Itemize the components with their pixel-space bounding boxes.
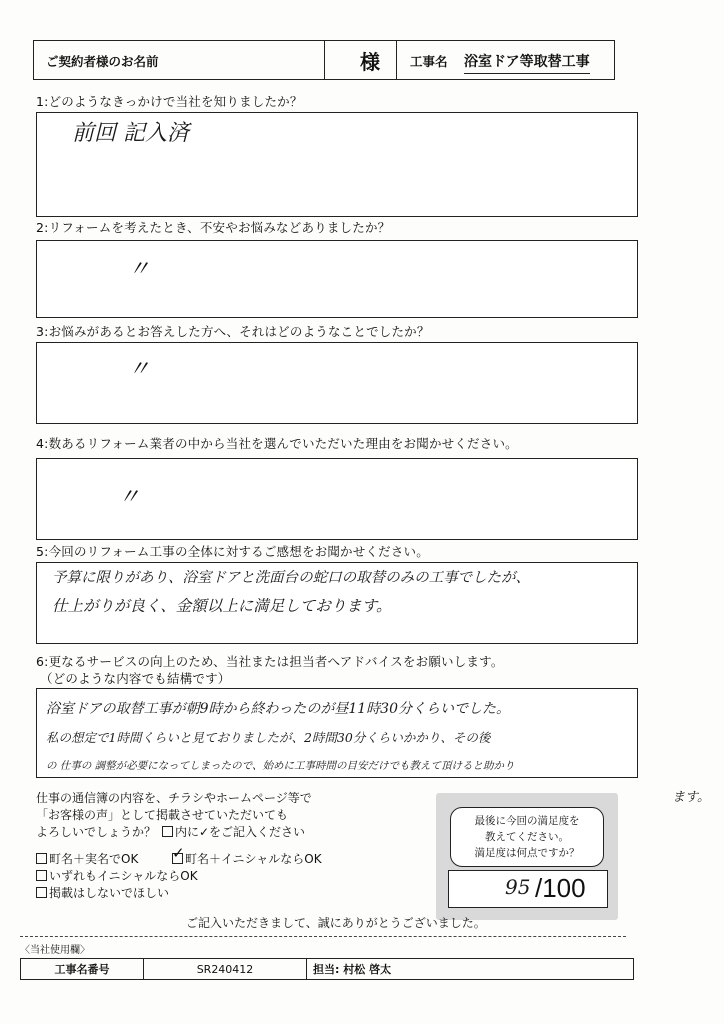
satisfaction-prompt: [450, 807, 604, 867]
thanks-message: ご記入いただきまして、誠にありがとうございました。: [186, 916, 486, 930]
question-6: 6:更なるサービスの向上のため、当社または担当者へアドバイスをお願いします。: [36, 654, 504, 669]
koji-name: 浴室ドア等取替工事: [464, 51, 590, 74]
option-3-checkbox[interactable]: [36, 870, 47, 881]
question-3: 3:お悩みがあるとお答えした方へ、それはどのようなことでしたか？: [36, 324, 430, 339]
satisfaction-line-1: 最後に今回の満足度を: [474, 815, 580, 827]
question-1: 1:どのようなきっかけで当社を知りましたか？: [36, 94, 303, 109]
consent-instruction: [162, 823, 305, 840]
answer-5-line-1: 予算に限りがあり、浴室ドアと洗面台の蛇口の取替のみの工事でしたが、: [52, 570, 531, 586]
tanto-cell: [307, 959, 634, 980]
answer-6-line-4: ます。: [672, 790, 710, 805]
satisfaction-max: /100: [535, 873, 586, 903]
sama-label: 様: [360, 50, 380, 74]
answer-box-2: [36, 240, 638, 318]
option-4-label: 掲載はしないでほしい: [49, 886, 170, 900]
answer-2-ditto: 〃: [128, 257, 151, 282]
header-divider: [324, 41, 325, 79]
koji-number-label: 工事名番号: [21, 959, 144, 980]
option-2[interactable]: [172, 844, 322, 867]
answer-4-ditto: 〃: [118, 485, 141, 510]
option-1-checkbox[interactable]: [36, 853, 47, 864]
satisfaction-panel: [436, 793, 618, 920]
option-1[interactable]: [36, 850, 138, 867]
question-2: 2:リフォームを考えたとき、不安やお悩みなどありましたか？: [36, 220, 391, 235]
koji-number-value: SR240412: [144, 959, 307, 980]
satisfaction-score: 95: [505, 875, 531, 899]
header-box: [33, 40, 615, 80]
answer-3-ditto: 〃: [128, 357, 151, 382]
satisfaction-score-box[interactable]: [448, 870, 608, 908]
satisfaction-line-2: 教えてください。: [485, 831, 569, 843]
question-5: 5:今回のリフォーム工事の全体に対するご感想をお聞かせください。: [36, 544, 429, 559]
customer-name-label: ご契約者様のお名前: [46, 54, 159, 69]
option-2-label: 町名＋イニシャルならOK: [185, 852, 322, 866]
tanto-name: 村松 啓太: [343, 963, 392, 976]
check-mark-icon: ✓: [172, 844, 185, 862]
answer-6-line-1: 浴室ドアの取替工事が朝9時から終わったのが昼11時30分くらいでした。: [46, 701, 510, 717]
koji-label: 工事名: [410, 54, 448, 69]
answer-6-line-2: 私の想定で1時間くらいと見ておりましたが、2時間30分くらいかかり、その後: [46, 730, 491, 745]
option-2-checkbox[interactable]: [172, 844, 185, 864]
question-4: 4:数あるリフォーム業者の中から当社を選んでいただいた理由をお聞かせください。: [36, 436, 518, 451]
internal-use-label: 〈当社使用欄〉: [20, 945, 90, 956]
cut-line: [20, 936, 626, 937]
question-6-subtext: （どのような内容でも結構です）: [40, 671, 231, 686]
option-1-label: 町名＋実名でOK: [49, 852, 139, 866]
answer-6-line-3: の 仕事の 調整が必要になってしまったので、始めに工事時間の目安だけでも教えて頂けると助かり: [46, 760, 515, 772]
consent-line-3: よろしいでしょうか？: [36, 825, 157, 839]
answer-1-handwriting: 前回 記入済: [72, 121, 189, 146]
consent-line-2: 「お客様の声」として掲載させていただいても: [36, 808, 289, 822]
consent-line-1: 仕事の通信簿の内容を、チラシやホームページ等で: [36, 791, 312, 805]
tanto-label: 担当:: [313, 963, 340, 976]
consent-instruction-text: 内に✓をご記入ください: [175, 825, 306, 839]
internal-use-table: [20, 958, 634, 980]
option-4[interactable]: [36, 884, 169, 901]
checkbox-icon: [162, 826, 173, 837]
option-3-label: いずれもイニシャルならOK: [49, 869, 198, 883]
answer-box-3: [36, 342, 638, 424]
answer-5-line-2: 仕上がりが良く、金額以上に満足しております。: [52, 597, 392, 615]
option-3[interactable]: [36, 867, 198, 884]
header-divider: [396, 41, 397, 79]
satisfaction-line-3: 満足度は何点ですか？: [474, 847, 580, 859]
option-4-checkbox[interactable]: [36, 887, 47, 898]
